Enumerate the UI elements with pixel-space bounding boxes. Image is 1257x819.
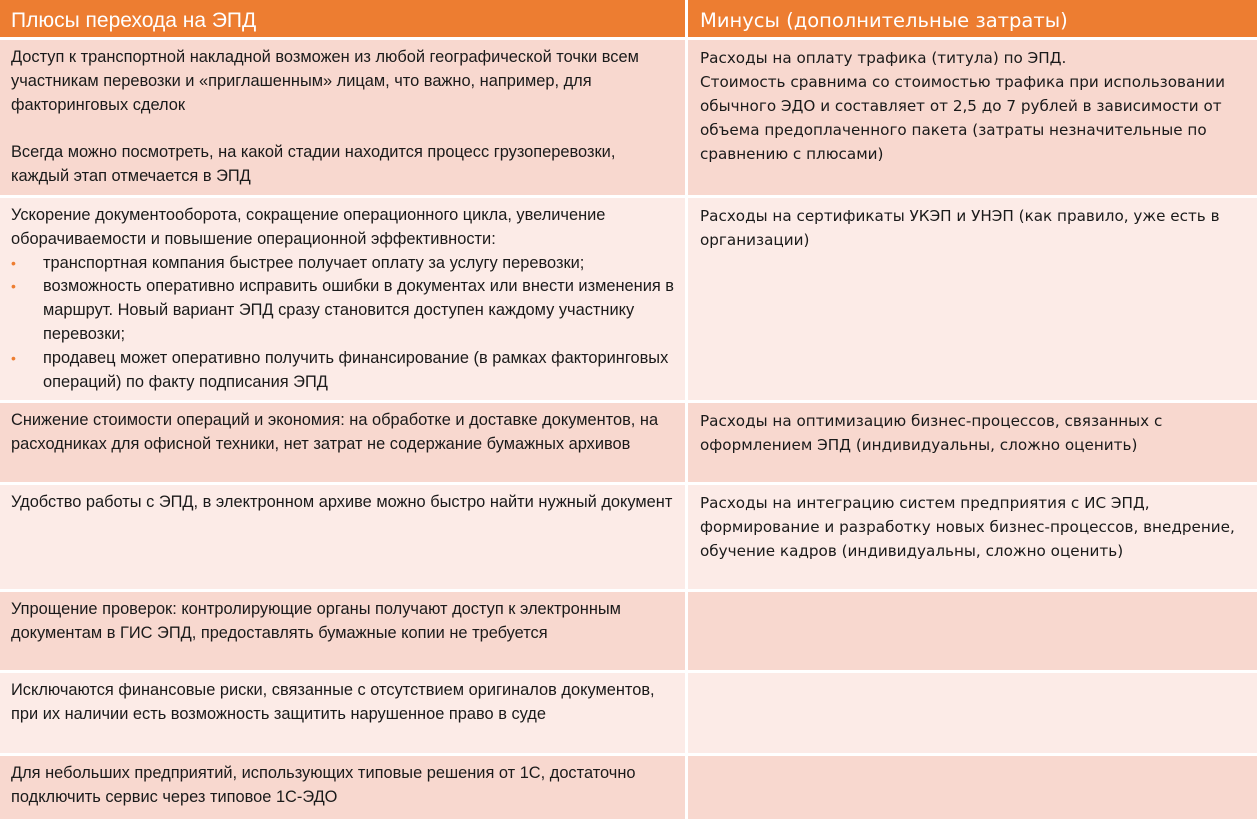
pros-text: Всегда можно посмотреть, на какой стадии находится процесс грузоперевозки, каждый этап отмечается в ЭПД bbox=[11, 143, 616, 186]
cons-text: Расходы на оплату трафика (титула) по ЭПД. bbox=[700, 49, 1067, 67]
bullet-text: транспортная компания быстрее получает оплату за услугу перевозки; bbox=[43, 253, 585, 272]
cons-cell bbox=[688, 673, 1257, 753]
cons-cell bbox=[688, 40, 1257, 195]
table-row bbox=[0, 485, 1257, 592]
pros-text: Доступ к транспортной накладной возможен из любой географической точки всем участникам перевозки и «приглашенным» лицам, что важно, например, для факторинговых сделок bbox=[11, 48, 639, 114]
cons-cell: Расходы на оптимизацию бизнес-процессов, связанных с оформлением ЭПД (индивидуальны, сложно оценить) bbox=[700, 412, 1163, 454]
pros-cell: Снижение стоимости операций и экономия: на обработке и доставке документов, на расходниках для офисной техники, нет затрат не содержание бумажных архивов bbox=[0, 403, 688, 482]
bullet-text: продавец может оперативно получить финансирование (в рамках факторинговых операций) по факту подписания ЭПД bbox=[43, 348, 669, 391]
table-header-row bbox=[0, 0, 1257, 40]
table-row bbox=[0, 403, 1257, 485]
bullet-icon: • bbox=[11, 254, 16, 271]
cons-text: Стоимость сравнима со стоимостью трафика при использовании обычного ЭДО и составляет от 2,5 до 7 рублей в зависимости от объема предоплаченного пакета (затраты незначительные по сравнению с плюсами) bbox=[700, 73, 1225, 163]
table-row bbox=[0, 592, 1257, 673]
bullet-text: возможность оперативно исправить ошибки в документах или внести изменения в маршрут. Новый вариант ЭПД сразу становится доступен каждому участнику перевозки; bbox=[43, 277, 674, 343]
bullet-icon: • bbox=[11, 349, 16, 366]
pros-cell: Исключаются финансовые риски, связанные с отсутствием оригиналов документов, при их наличии есть возможность защитить нарушенное право в суде bbox=[0, 673, 688, 753]
pros-cell: Для небольших предприятий, использующих типовые решения от 1С, достаточно подключить сервис через типовое 1С-ЭДО bbox=[0, 756, 688, 819]
table-row bbox=[0, 40, 1257, 198]
bullet-item bbox=[11, 275, 675, 346]
cons-cell bbox=[688, 756, 1257, 819]
bullet-icon: • bbox=[11, 278, 16, 295]
cons-cell: Расходы на интеграцию систем предприятия с ИС ЭПД, формирование и разработку новых бизнес-процессов, внедрение, обучение кадров (индивидуальны, сложно оценить) bbox=[700, 494, 1235, 560]
bullet-item bbox=[11, 347, 675, 395]
pros-cell bbox=[0, 40, 688, 195]
table-row bbox=[0, 756, 1257, 819]
pros-cell: Упрощение проверок: контролирующие органы получают доступ к электронным документам в ГИС ЭПД, предоставлять бумажные копии не требуется bbox=[0, 592, 688, 670]
header-pros: Плюсы перехода на ЭПД bbox=[0, 0, 688, 37]
pros-intro: Ускорение документооборота, сокращение операционного цикла, увеличение оборачиваемости и повышение операционной эффективности: bbox=[11, 206, 606, 248]
table-row bbox=[0, 673, 1257, 756]
table-row bbox=[0, 198, 1257, 403]
cons-cell bbox=[688, 592, 1257, 670]
pros-bullet-list bbox=[11, 252, 675, 395]
pros-cell: Удобство работы с ЭПД, в электронном архиве можно быстро найти нужный документ bbox=[0, 485, 688, 589]
bullet-item bbox=[11, 252, 675, 276]
pros-cell bbox=[0, 198, 688, 400]
cons-cell: Расходы на сертификаты УКЭП и УНЭП (как правило, уже есть в организации) bbox=[700, 207, 1220, 249]
header-cons: Минусы (дополнительные затраты) bbox=[700, 9, 1068, 32]
